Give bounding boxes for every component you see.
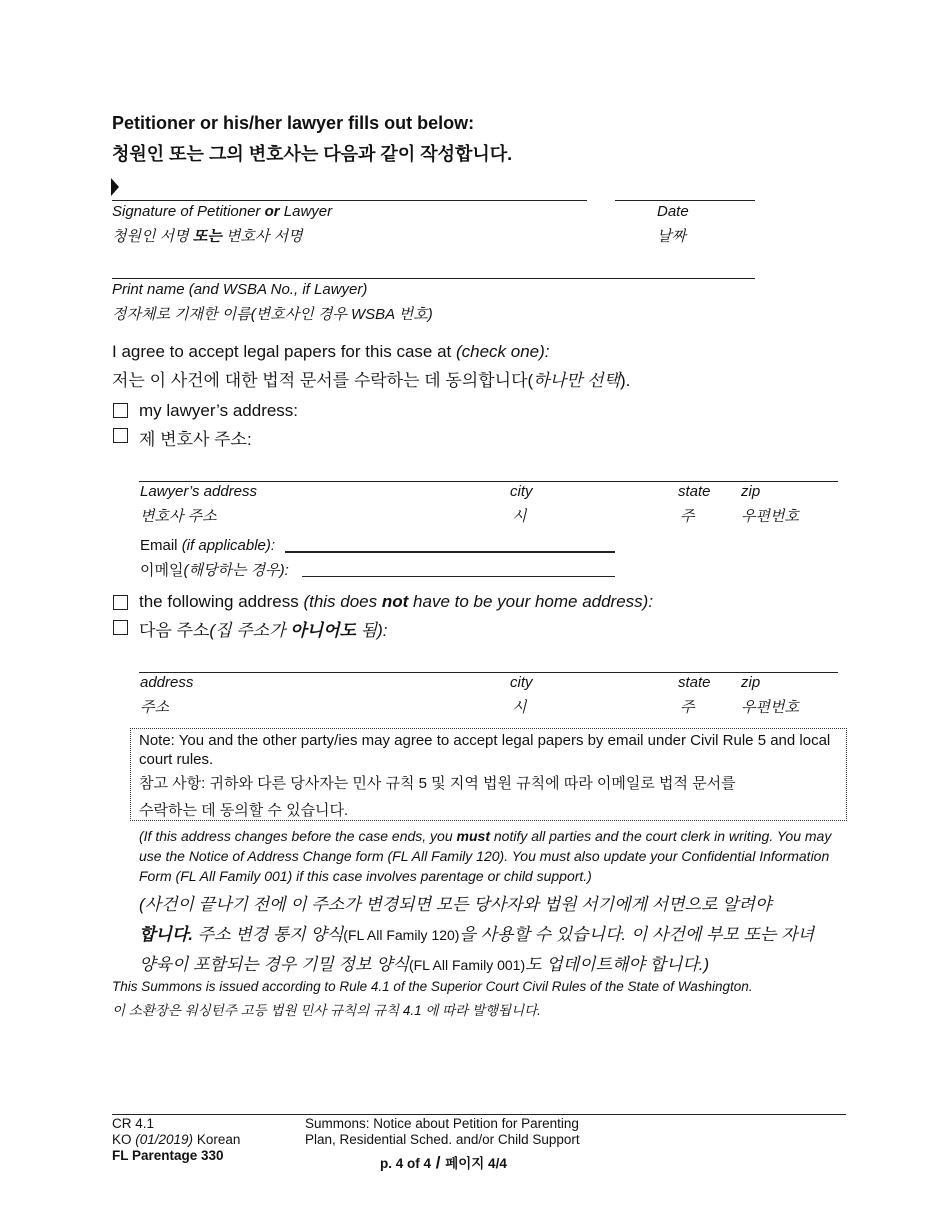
email-label: Email (if applicable): (140, 537, 276, 554)
following-address-checkbox-ko[interactable] (113, 620, 128, 635)
note-text-ko-line2: 수락하는 데 동의할 수 있습니다. (139, 802, 349, 819)
section-title-ko: 청원인 또는 그의 변호사는 다음과 같이 작성합니다. (112, 144, 513, 164)
change-notice-ko-line1: (사건이 끝나기 전에 이 주소가 변경되면 모든 당사자와 법원 서기에게 서면으로 알려야 (139, 895, 772, 914)
footer-title-line1: Summons: Notice about Petition for Parenting (305, 1116, 579, 1131)
footer-language: KO (01/2019) Korean (112, 1132, 241, 1147)
signature-label-ko: 청원인 서명 또는 변호사 서명 (112, 228, 303, 245)
agree-statement-ko: 저는 이 사건에 대한 법적 문서를 수락하는 데 동의합니다(하나만 선택). (112, 371, 631, 390)
lawyer-address-option-label: my lawyer’s address: (139, 401, 299, 420)
footer-divider (112, 1114, 846, 1115)
footer-rule: CR 4.1 (112, 1116, 155, 1131)
following-address-option-label: the following address (this does not have to be your home address): (139, 592, 654, 611)
address-label: address (140, 674, 194, 691)
city-label: city (510, 674, 533, 691)
change-notice-line3: Form (FL All Family 001) if this case involves parentage or child support.) (139, 868, 592, 884)
change-notice-ko-line2: 합니다. 주소 변경 통지 양식(FL All Family 120)을 사용할 수 있습니다. 이 사건에 부모 또는 자녀 (139, 925, 814, 944)
state-label-ko: 주 (680, 699, 695, 716)
state-label: state (678, 674, 711, 691)
email-label-ko: 이메일(해당하는 경우): (140, 562, 289, 579)
lawyer-state-label-ko: 주 (680, 508, 695, 525)
summons-statement: This Summons is issued according to Rule 4.1 of the Superior Court Civil Rules of the State of Washington. (112, 979, 753, 994)
lawyer-city-label: city (510, 483, 533, 500)
lawyer-address-label: Lawyer’s address (140, 483, 258, 500)
signature-label: Signature of Petitioner or Lawyer (112, 203, 333, 220)
date-label: Date (657, 203, 689, 220)
lawyer-address-option-label-ko: 제 변호사 주소: (139, 430, 252, 449)
footer-page-number: p. 4 of 4 / 페이지 4/4 (380, 1153, 507, 1172)
date-line[interactable] (615, 200, 755, 201)
print-name-label-ko: 정자체로 기재한 이름(변호사인 경우 WSBA 번호) (112, 306, 433, 323)
zip-label: zip (741, 674, 761, 691)
print-name-line[interactable] (112, 278, 755, 279)
lawyer-state-label: state (678, 483, 711, 500)
footer-form-id: FL Parentage 330 (112, 1148, 224, 1163)
lawyer-address-checkbox[interactable] (113, 403, 128, 418)
following-address-checkbox[interactable] (113, 595, 128, 610)
print-name-label: Print name (and WSBA No., if Lawyer) (112, 281, 368, 298)
change-notice-ko-line3: 양육이 포함되는 경우 기밀 정보 양식(FL All Family 001)도 업데이트해야 합니다.) (139, 955, 710, 974)
following-address-line[interactable] (139, 672, 838, 673)
change-notice-line1: (If this address changes before the case ends, you must notify all parties and the court clerk in writing. You may (139, 828, 832, 844)
footer-title-line2: Plan, Residential Sched. and/or Child Support (305, 1132, 580, 1147)
city-label-ko: 시 (512, 699, 527, 716)
lawyer-address-label-ko: 변호사 주소 (140, 508, 217, 525)
change-notice-line2: use the Notice of Address Change form (FL All Family 120). You must also update your Confidential Information (139, 848, 830, 864)
note-text-ko-line1: 참고 사항: 귀하와 다른 당사자는 민사 규칙 5 및 지역 법원 규칙에 따라 이메일로 법적 문서를 (139, 775, 736, 792)
signature-line[interactable] (112, 200, 587, 201)
field-marker-icon (110, 178, 120, 196)
lawyer-address-checkbox-ko[interactable] (113, 428, 128, 443)
following-address-option-label-ko: 다음 주소(집 주소가 아니어도 됨): (139, 621, 388, 640)
lawyer-zip-label: zip (741, 483, 761, 500)
section-title: Petitioner or his/her lawyer fills out below: (112, 113, 475, 133)
email-field-ko[interactable] (302, 576, 615, 577)
address-label-ko: 주소 (140, 699, 169, 716)
lawyer-city-label-ko: 시 (512, 508, 527, 525)
zip-label-ko: 우편번호 (741, 699, 799, 716)
date-label-ko: 날짜 (657, 228, 686, 245)
lawyer-address-line[interactable] (139, 481, 838, 482)
summons-statement-ko: 이 소환장은 워싱턴주 고등 법원 민사 규칙의 규칙 4.1 에 따라 발행됩니다. (112, 1003, 541, 1018)
note-text: Note: You and the other party/ies may agree to accept legal papers by email under Civil Rule 5 and local court rules. (139, 732, 831, 768)
agree-statement: I agree to accept legal papers for this case at (check one): (112, 342, 550, 361)
email-field[interactable] (285, 551, 615, 553)
lawyer-zip-label-ko: 우편번호 (741, 508, 799, 525)
